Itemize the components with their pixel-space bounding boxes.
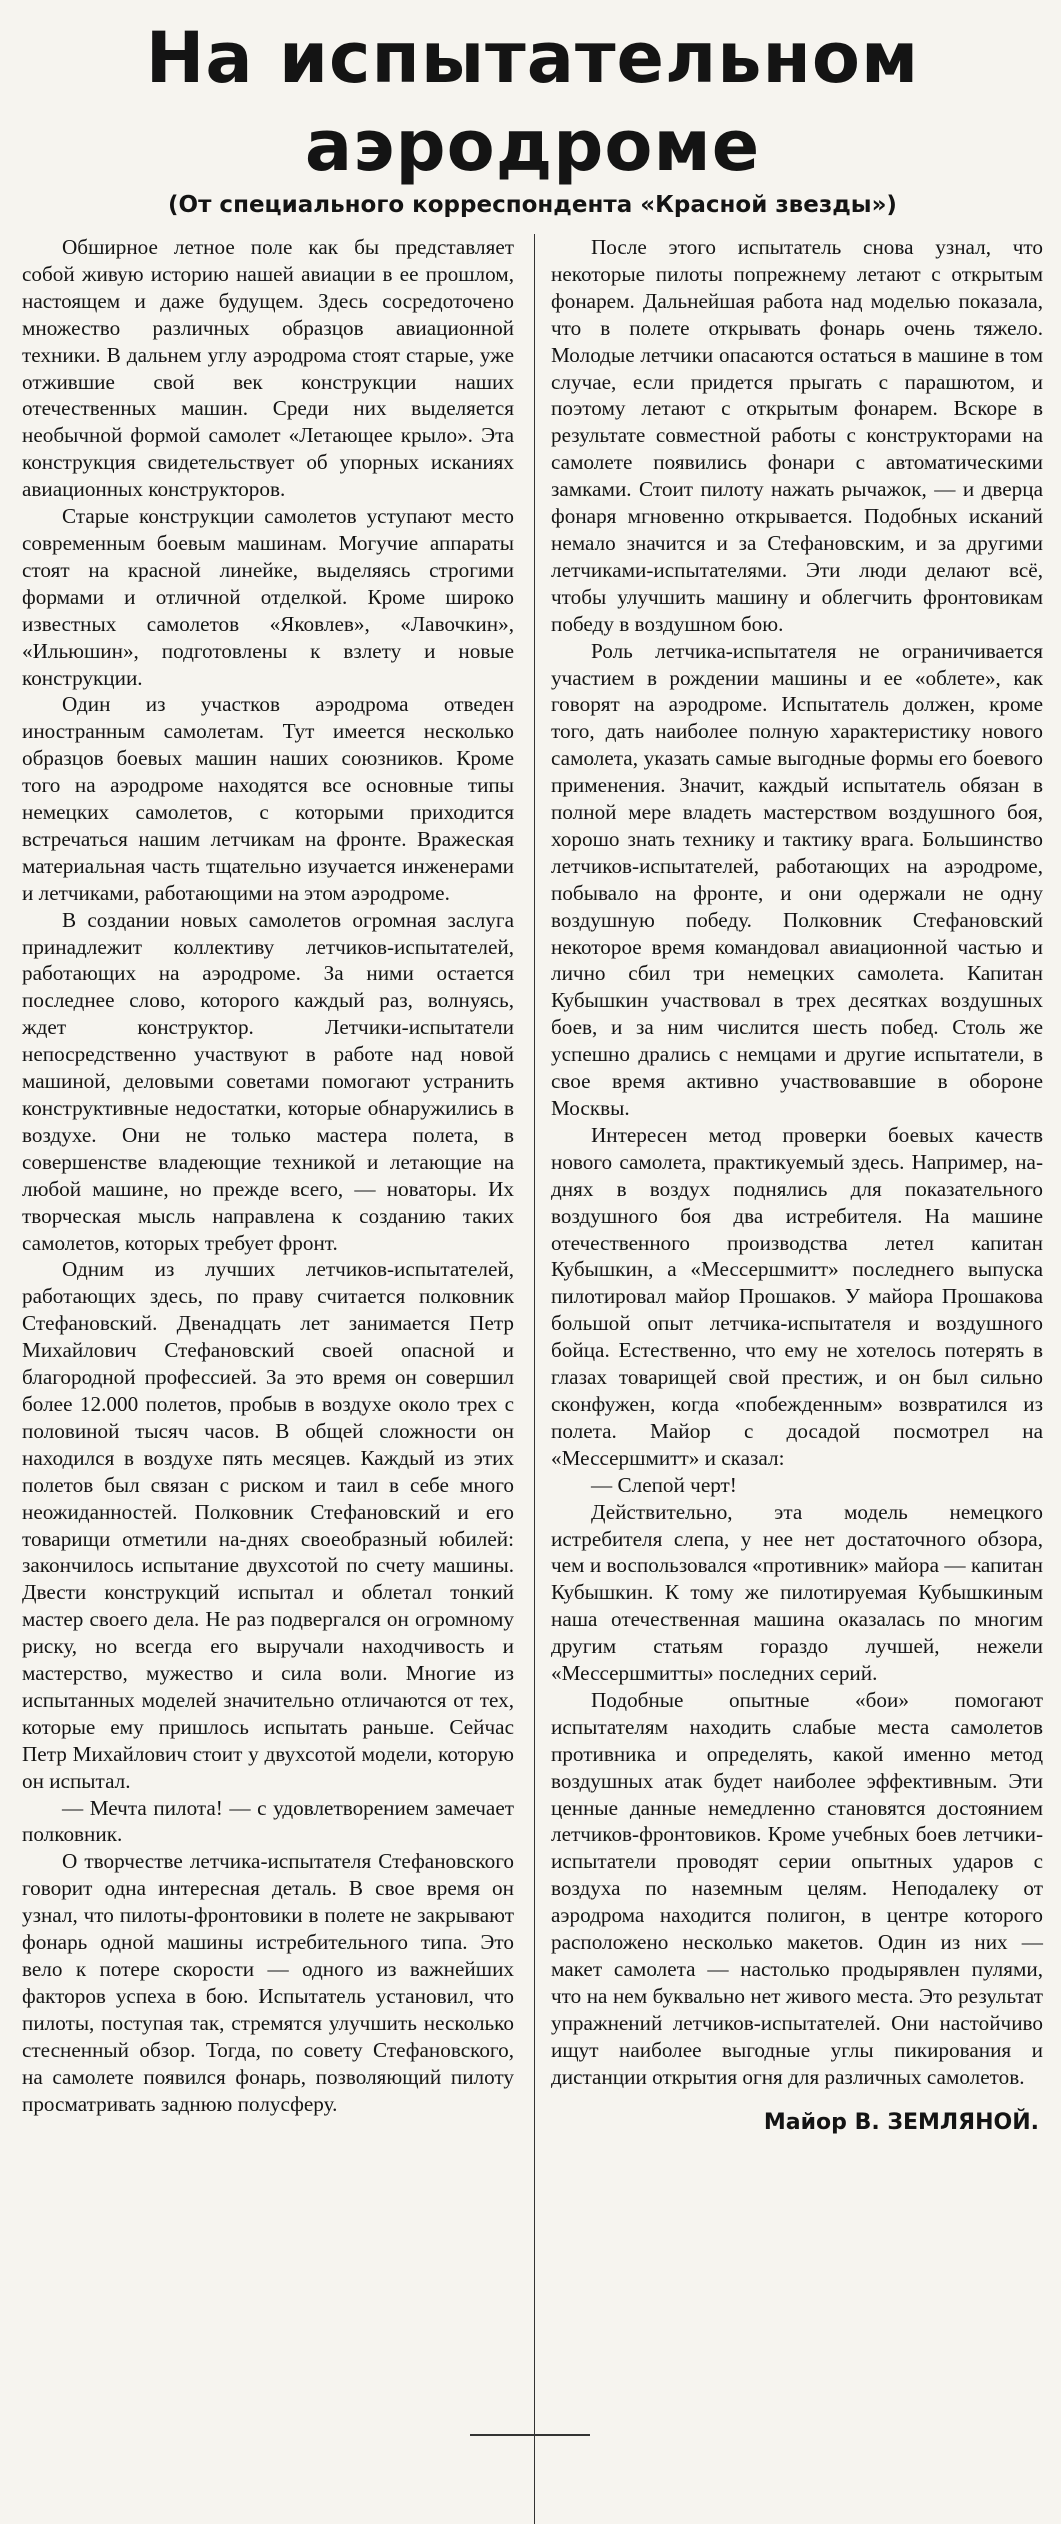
paragraph: Интересен метод проверки боевых качеств нового самолета, практикуемый здесь. Например, на-днях в воздух поднялись для показательного воздушного боя два истребителя. На машине отечественного производства летел капитан Кубышкин, а «Мессершмитт» последнего выпуска пилотировал майор Прошаков. У майора Прошакова большой опыт летчика-испытателя и воздушного бойца. Естественно, что ему не хотелось потерять в глазах товарищей свой престиж, и он был сильно сконфужен, когда «побежденным» возвратился из полета. Майор с досадой посмотрел на «Мессершмитт» и сказал:	[551, 1122, 1043, 1470]
article-body	[22, 234, 1043, 2137]
paragraph: Действительно, эта модель немецкого истребителя слепа, у нее нет достаточного обзора, чем и воспользовался «противник» майора — капитан Кубышкин. К тому же пилотируемая Кубышкиным наша отечественная машина оказалась по многим другим статьям гораздо лучшей, нежели «Мессершмитты» последних серий.	[551, 1499, 1043, 1686]
article-subheadline: (От специального корреспондента «Красной звезды»)	[168, 192, 897, 218]
column-divider	[534, 234, 535, 2524]
paragraph: Подобные опытные «бои» помогают испытателям находить слабые места самолетов противника и определять, какой именно метод воздушных атак будет наиболее эффективным. Эти ценные данные немедленно становятся достоянием летчиков-фронтовиков. Кроме учебных боев летчики-испытатели проводят серии опытных ударов с воздуха по наземным целям. Неподалеку от аэродрома находится полигон, в центре которого расположено несколько макетов. Один из них — макет самолета — настолько продырявлен пулями, что на нем буквально нет живого места. Это результат упражнений летчиков-испытателей. Они настойчиво ищут наиболее выгодные углы пикирования и дистанции открытия огня для различных самолетов.	[551, 1687, 1043, 2089]
author-signature: Майор В. ЗЕМЛЯНОЙ.	[763, 2109, 1039, 2135]
paragraph: О творчестве летчика-испытателя Стефановского говорит одна интересная деталь. В свое время он узнал, что пилоты-фронтовики в полете не закрывают фонарь одной машины истребительного типа. Это вело к потере скорости — одного из важнейших факторов успеха в бою. Испытатель установил, что пилоты, поступая так, стремятся улучшить несколько стесненный обзор. Тогда, по совету Стефановского, на самолете появился фонарь, позволяющий пилоту просматривать заднюю полусферу.	[22, 1849, 514, 2116]
paragraph: Одним из лучших летчиков-испытателей, работающих здесь, по праву считается полковник Стефановский. Двенадцать лет занимается Петр Михайлович Стефановский своей опасной и благородной профессией. За это время он совершил более 12.000 полетов, пробыв в воздухе около трех с половиной тысяч часов. В общей сложности он находился в воздухе пять месяцев. Каждый из этих полетов был связан с риском и таил в себе много неожиданностей. Полковник Стефановский и его товарищи отметили на-днях своеобразный юбилей: закончилось испытание двухсотой по счету машины. Двести конструкций испытал и облетал тонкий мастер своего дела. Не раз подвергался он огромному риску, но всегда его выручали находчивость и мастерство, мужество и сила воли. Многие из испытанных моделей значительно отличаются от тех, которые ему пришлось испытать раньше. Сейчас Петр Михайлович стоит у двухсотой модели, которую он испытал.	[22, 1257, 514, 1793]
paragraph: Старые конструкции самолетов уступают место современным боевым машинам. Могучие аппараты стоят на красной линейке, выделяясь строгими формами и отличной отделкой. Кроме широко известных самолетов «Яковлев», «Лавочкин», «Ильюшин», подготовлены к взлету и новые конструкции.	[22, 504, 514, 690]
article-headline: На испытательном аэродроме	[145, 17, 920, 187]
quote-paragraph: — Мечта пилота! — с удовлетворением замечает полковник.	[22, 1795, 514, 1847]
paragraph: Один из участков аэродрома отведен иностранным самолетам. Тут имеется несколько образцов боевых машин наших союзников. Кроме того на аэродроме находятся все основные типы немецких самолетов, с которыми приходится встречаться нашим летчикам на фронте. Вражеская материальная часть тщательно изучается инженерами и летчиками, работающими на этом аэродроме.	[22, 692, 514, 905]
left-column	[22, 234, 514, 2137]
right-column	[551, 234, 1043, 2137]
quote-paragraph: — Слепой черт!	[591, 1472, 737, 1497]
footer-rule	[470, 2434, 590, 2436]
paragraph: В создании новых самолетов огромная заслуга принадлежит коллективу летчиков-испытателей, работающих на аэродроме. За ними остается последнее слово, которого каждый раз, волнуясь, ждет конструктор. Летчики-испытатели непосредственно участвуют в работе над новой машиной, деловыми советами помогают устранить конструктивные недостатки, которые обнаружились в воздухе. Они не только мастера полета, в совершенстве владеющие техникой и летающие на любой машине, но прежде всего, — новаторы. Их творческая мысль направлена к созданию таких самолетов, которых требует фронт.	[22, 907, 514, 1255]
paragraph: Роль летчика-испытателя не ограничивается участием в рождении машины и ее «облете», как говорят на аэродроме. Испытатель должен, кроме того, дать наиболее полную характеристику нового самолета, указать самые выгодные формы его боевого применения. Значит, каждый испытатель обязан в полной мере владеть мастерством воздушного боя, хорошо знать технику и тактику врага. Большинство летчиков-испытателей, работающих на аэродроме, побывало на фронте, и они одержали не одну воздушную победу. Полковник Стефановский некоторое время командовал авиационной частью и лично сбил три немецких самолета. Капитан Кубышкин участвовал в трех десятках воздушных боев, и за ним числится шесть побед. Столь же успешно дрались с немцами и другие испытатели, в свое время активно участвовавшие в обороне Москвы.	[551, 638, 1043, 1120]
paragraph: Обширное летное поле как бы представляет собой живую историю нашей авиации в ее прошлом, настоящем и даже будущем. Здесь сосредоточено множество различных образцов авиационной техники. В дальнем углу аэродрома стоят старые, уже отжившие свой век конструкции наших отечественных машин. Среди них выделяется необычной формой самолет «Летающее крыло». Эта конструкция свидетельствует об упорных исканиях авиационных конструкторов.	[22, 235, 514, 502]
paragraph: После этого испытатель снова узнал, что некоторые пилоты попрежнему летают с открытым фонарем. Дальнейшая работа над моделью показала, что в полете открывать фонарь очень тяжело. Молодые летчики опасаются остаться в машине в том случае, если придется прыгать с парашютом, и поэтому летают с открытым фонарем. Вскоре в результате совместной работы с конструкторами на самолете появились фонари с автоматическими замками. Стоит пилоту нажать рычажок, — и дверца фонаря мгновенно открывается. Подобных исканий немало значится и за Стефановским, и за другими летчиками-испытателями. Эти люди делают всё, чтобы улучшить машину и облегчить фронтовикам победу в воздушном бою.	[551, 235, 1043, 636]
